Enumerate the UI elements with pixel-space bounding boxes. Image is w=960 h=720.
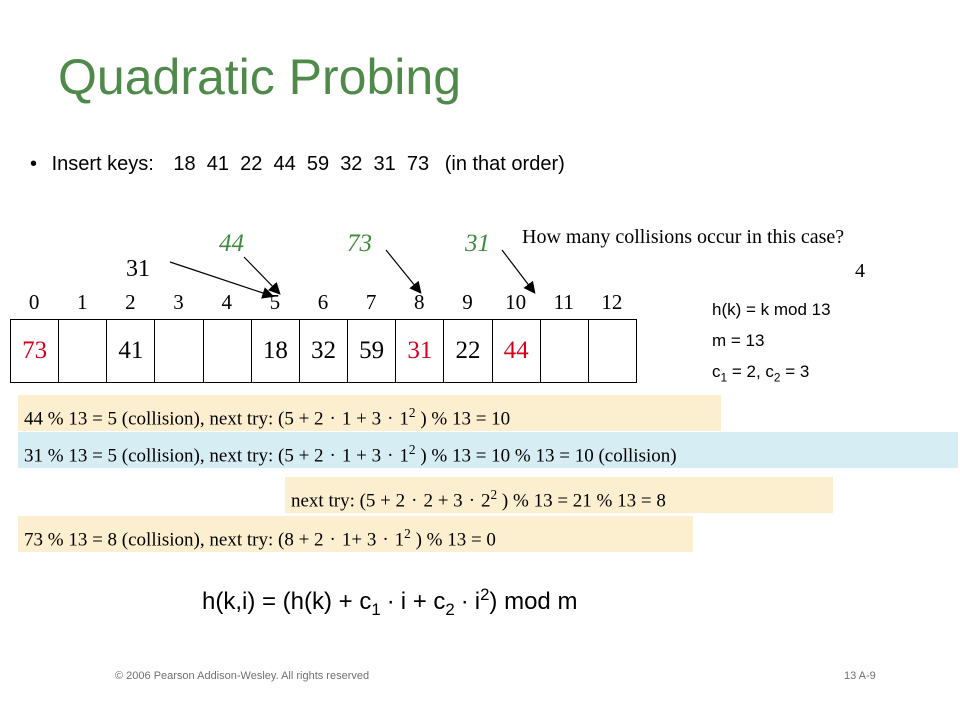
hash-table-slot: 59 <box>348 319 396 383</box>
probe-label-31: 31 <box>465 230 490 257</box>
slide-number: 13 A-9 <box>844 670 876 682</box>
probe-formula: $h(k,i) = (h(k) + c_1 \cdot i + c_2 \cdot i^2)$ mod m <box>202 585 578 619</box>
hash-table-slot <box>155 319 203 383</box>
slot-index-label: 6 <box>317 290 329 314</box>
probe-label-73: 73 <box>347 230 372 257</box>
constants-text: $c_1 = 2$, $c_2 = 3$ <box>712 362 810 385</box>
arrow-73-to-slot-8 <box>386 250 420 292</box>
slot-index-label: 0 <box>28 290 40 314</box>
probe-label-31-initial: 31 <box>126 256 150 282</box>
hash-table-slot: 18 <box>252 319 300 383</box>
slot-index-label: 3 <box>173 290 184 314</box>
arrow-31-to-slot-10 <box>502 250 534 292</box>
slot-index-label: 2 <box>125 290 136 314</box>
hash-table-slot: 31 <box>396 319 444 383</box>
hash-table-slot: 32 <box>300 319 348 383</box>
slot-index-label: 8 <box>414 290 425 314</box>
hash-function-text: h(k) = k mod 13 <box>712 300 831 319</box>
hash-table-slot: 22 <box>444 319 492 383</box>
hash-table <box>10 319 637 383</box>
note-73-probe: 73 % 13 = 8 (collision), next try: ($8 + 2 \cdot 1+ 3 \cdot 1^2$ ) % 13 = 0 <box>18 516 693 552</box>
hash-table-slot <box>59 319 107 383</box>
hash-table-slot: 73 <box>11 319 59 383</box>
hash-table-slot: 41 <box>107 319 155 383</box>
hash-table-slot <box>541 319 589 383</box>
insert-keys-values: 18 41 22 44 59 32 31 73 <box>173 153 430 175</box>
slot-index-label: 10 <box>505 290 527 314</box>
slot-index-label: 1 <box>76 290 88 314</box>
hash-table-slot <box>204 319 252 383</box>
note-31-second-probe: next try: ($5 + 2 \cdot 2 + 3 \cdot 2^2$ ) % 13 = 21 % 13 = 8 <box>285 477 833 513</box>
slot-index-label: 9 <box>462 290 473 314</box>
table-size-text: m = 13 <box>712 331 765 350</box>
bullet-icon: • <box>30 153 38 175</box>
note-31-probe: 31 % 13 = 5 (collision), next try: ($5 + 2 \cdot 1 + 3 \cdot 1^2$ ) % 13 = 10 % 13 = 10 (collision) <box>18 432 958 468</box>
page-title: Quadratic Probing <box>58 49 462 105</box>
collision-question: How many collisions occur in this case? <box>522 226 845 248</box>
slot-index-label: 11 <box>553 290 574 314</box>
copyright-footer: © 2006 Pearson Addison-Wesley. All rights reserved <box>115 670 370 682</box>
probe-label-44: 44 <box>219 230 244 257</box>
hash-table-slot <box>589 319 637 383</box>
insert-keys-label: Insert keys: <box>51 153 154 175</box>
slot-index-label: 4 <box>221 290 232 314</box>
collision-answer: 4 <box>855 260 865 282</box>
note-44-probe: 44 % 13 = 5 (collision), next try: ($5 + 2 \cdot 1 + 3 \cdot 1^2$ ) % 13 = 10 <box>18 395 721 431</box>
hash-table-slot: 44 <box>493 319 541 383</box>
slot-index-label: 5 <box>269 290 281 314</box>
arrow-44-to-slot-5 <box>244 257 279 293</box>
slot-index-label: 12 <box>601 290 623 314</box>
slot-index-label: 7 <box>365 290 377 314</box>
insert-keys-suffix: (in that order) <box>444 153 565 175</box>
